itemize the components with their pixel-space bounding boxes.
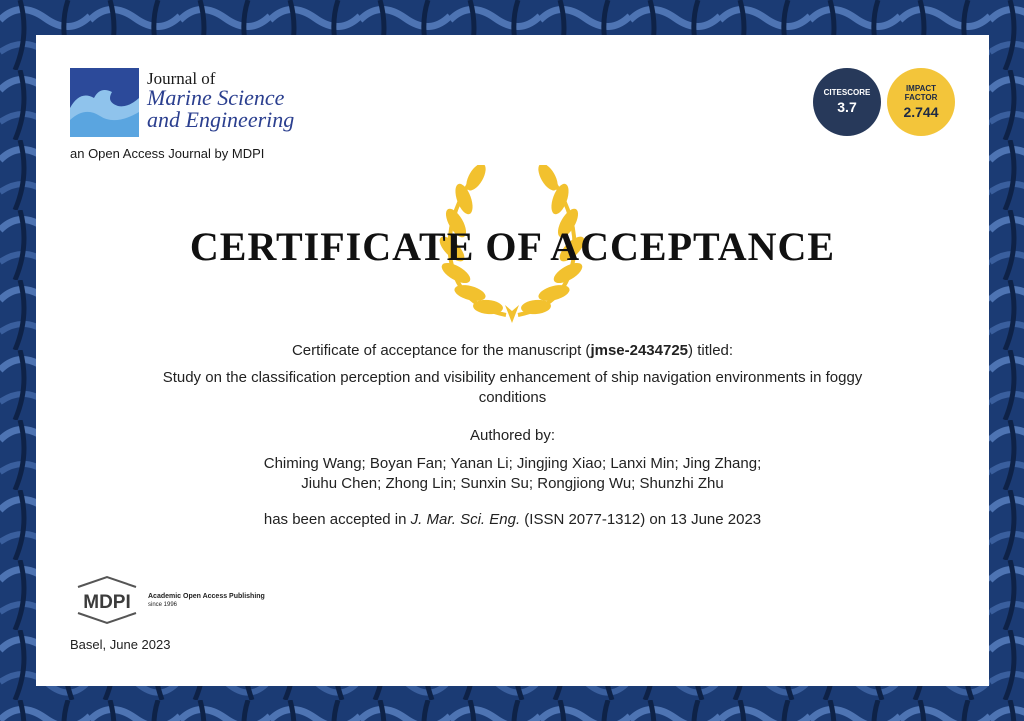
citescore-value: 3.7	[837, 99, 857, 115]
citescore-label: CITESCORE	[823, 88, 871, 97]
impact-factor-badge	[887, 68, 955, 136]
publisher-tagline: Academic Open Access Publishing	[148, 593, 265, 600]
journal-wave-logo	[70, 68, 139, 137]
manuscript-title-line2: conditions	[478, 389, 547, 406]
journal-subtitle: an Open Access Journal by MDPI	[70, 146, 265, 161]
authored-by-label: Authored by:	[469, 427, 556, 444]
mdpi-logo	[70, 575, 145, 625]
authors-line2: Jiuhu Chen; Zhong Lin; Sunxin Su; Rongjiong Wu; Shunzhi Zhu	[301, 475, 724, 492]
manuscript-id: jmse-2434725	[590, 342, 689, 359]
journal-name	[147, 87, 294, 131]
mdpi-logo-text: MDPI	[83, 592, 131, 613]
journal-prefix: Journal of	[147, 69, 216, 88]
impact-factor-value: 2.744	[903, 104, 939, 120]
journal-name-line1: Marine Science	[147, 85, 285, 110]
journal-name-line2: and Engineering	[147, 107, 295, 132]
publisher-since: since 1996	[148, 602, 178, 608]
certificate-card	[36, 35, 989, 686]
acceptance-statement: has been accepted in J. Mar. Sci. Eng. (ISSN 2077-1312) on 13 June 2023	[263, 511, 762, 528]
manuscript-title-line1: Study on the classification perception and visibility enhancement of ship navigation environments in foggy	[162, 369, 863, 386]
journal-abbreviation: J. Mar. Sci. Eng.	[410, 511, 521, 528]
citescore-badge	[813, 68, 881, 136]
impact-factor-label: IMPACT FACTOR	[904, 84, 938, 102]
place-date: Basel, June 2023	[70, 637, 171, 652]
authors-line1: Chiming Wang; Boyan Fan; Yanan Li; Jingjing Xiao; Lanxi Min; Jing Zhang;	[263, 455, 762, 472]
manuscript-intro: Certificate of acceptance for the manuscript (jmse-2434725) titled:	[291, 342, 734, 359]
certificate-title: CERTIFICATE OF ACCEPTANCE	[189, 224, 836, 269]
